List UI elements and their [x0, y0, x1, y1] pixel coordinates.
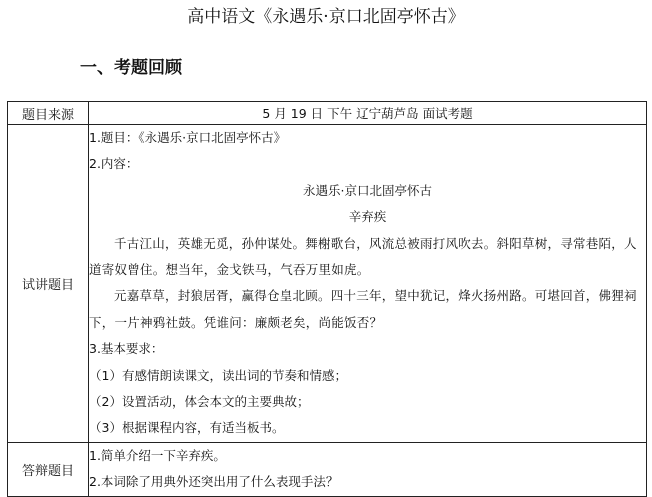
source-label: 题目来源 — [8, 102, 89, 125]
defense-question-2: 2.本词除了用典外还突出用了什么表现手法？ — [89, 474, 339, 490]
section-heading: 一、考题回顾 — [80, 58, 182, 78]
requirement-item-3: （3）根据课程内容，有适当板书。 — [89, 420, 285, 436]
trial-topic: 1.题目：《永遇乐·京口北固亭怀古》 — [89, 130, 287, 145]
table-row-trial — [8, 125, 647, 443]
document-title: 高中语文《永遇乐·京口北固亭怀古》 — [187, 7, 465, 27]
defense-label: 答辩题目 — [8, 442, 89, 496]
poem-title: 永遇乐·京口北固亭怀古 — [303, 182, 432, 198]
content-heading: 2.内容： — [89, 156, 139, 172]
requirement-item-1: （1）有感情朗读课文，读出词的节奏和情感； — [89, 367, 347, 383]
poem-author: 辛弃疾 — [348, 209, 387, 225]
defense-content — [89, 442, 647, 496]
poem-paragraph-2: 元嘉草草，封狼居胥，赢得仓皇北顾。四十三年，望中犹记，烽火扬州路。可堪回首，佛狸祠下，一片神鸦社鼓。凭谁问：廉颇老矣，尚能饭否？ — [89, 288, 637, 330]
exam-info-table — [7, 101, 647, 497]
trial-label: 试讲题目 — [8, 125, 89, 443]
requirement-item-2: （2）设置活动，体会本文的主要典故； — [89, 394, 310, 410]
defense-question-1: 1.简单介绍一下辛弃疾。 — [89, 447, 226, 463]
source-value: 5 月 19 日 下午 辽宁葫芦岛 面试考题 — [89, 102, 647, 125]
poem-paragraph-1: 千古江山，英雄无觅，孙仲谋处。舞榭歌台，风流总被雨打风吹去。斜阳草树，寻常巷陌，人道寄奴曾住。想当年，金戈铁马，气吞万里如虎。 — [89, 235, 637, 278]
table-row-defense — [8, 442, 647, 496]
trial-content — [89, 125, 647, 443]
requirements-heading: 3.基本要求： — [89, 341, 164, 357]
table-row-source — [8, 102, 647, 125]
